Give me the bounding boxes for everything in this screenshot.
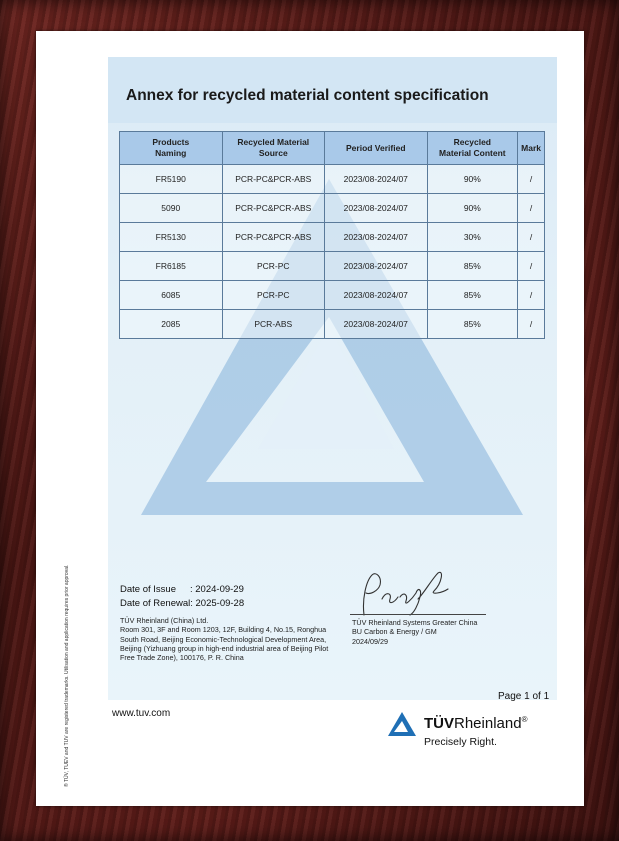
table-row [120,310,545,339]
cell-period: 2023/08-2024/07 [325,310,427,339]
cell-mark: / [518,223,545,252]
cell-period: 2023/08-2024/07 [325,281,427,310]
address-line: Room 301, 3F and Room 1203, 12F, Building 4, No.15, Ronghua [120,625,327,635]
header-material-source: Recycled Material Source [222,132,325,165]
renewal-date-line [120,597,244,611]
table-row [120,165,545,194]
page-title: Annex for recycled material content specification [126,87,489,104]
signer-line: BU Carbon & Energy / GM [352,627,437,637]
issue-date-label: Date of Issue [120,584,176,595]
cell-period: 2023/08-2024/07 [325,252,427,281]
recycled-content-table [119,131,545,339]
issue-dates [120,583,244,611]
header-period-verified: Period Verified [325,132,427,165]
address-line: Free Trade Zone), 100176, P. R. China [120,653,244,663]
cell-mark: / [518,310,545,339]
cell-product: FR5190 [120,165,223,194]
cell-period: 2023/08-2024/07 [325,194,427,223]
table-row [120,252,545,281]
signer-line: TÜV Rheinland Systems Greater China [352,618,478,627]
header-products-naming: Products Naming [120,132,223,165]
cell-mark: / [518,194,545,223]
signer-block [352,618,477,646]
certificate-paper [36,31,584,806]
cell-product: FR6185 [120,252,223,281]
address-line: TÜV Rheinland (China) Ltd. [120,616,209,625]
header-mark: Mark [518,132,545,165]
brand-name: TÜVRheinland® [424,715,528,732]
table-header-row [120,132,545,165]
table-row [120,281,545,310]
cell-content: 90% [427,165,518,194]
cell-content: 85% [427,281,518,310]
cell-content: 85% [427,310,518,339]
table-row [120,194,545,223]
brand-tagline: Precisely Right. [424,736,497,748]
cell-source: PCR-PC [222,252,325,281]
cell-product: 5090 [120,194,223,223]
cell-source: PCR-ABS [222,310,325,339]
issuer-address [120,616,360,662]
renewal-date-label: Date of Renewal: [120,598,193,609]
cell-content: 85% [427,252,518,281]
cell-period: 2023/08-2024/07 [325,223,427,252]
cell-mark: / [518,165,545,194]
cell-source: PCR-PC&PCR-ABS [222,194,325,223]
page-number: Page 1 of 1 [498,691,550,702]
legal-notice: ® TÜV, TUEV and TUV are registered trademarks. Utilisation and application requires prior approval. [64,564,70,787]
cell-period: 2023/08-2024/07 [325,165,427,194]
cell-product: 6085 [120,281,223,310]
cell-mark: / [518,281,545,310]
address-line: South Road, Beijing Economic-Technological Development Area, [120,634,327,644]
header-material-content: Recycled Material Content [427,132,518,165]
cell-source: PCR-PC [222,281,325,310]
cell-mark: / [518,252,545,281]
cell-source: PCR-PC&PCR-ABS [222,165,325,194]
cell-source: PCR-PC&PCR-ABS [222,223,325,252]
signature-icon [352,569,472,619]
table-row [120,223,545,252]
cell-content: 90% [427,194,518,223]
address-line: Beijing (Yizhuang group in high-end industrial area of Beijing Pilot [120,643,329,653]
tuv-triangle-logo-icon [387,711,417,737]
signature-line [350,614,486,615]
website-link[interactable]: www.tuv.com [112,708,171,719]
cell-content: 30% [427,223,518,252]
issue-date-value: : 2024-09-29 [190,584,244,595]
issue-date-line [120,583,244,597]
cell-product: 2085 [120,310,223,339]
signer-line: 2024/09/29 [352,636,388,646]
renewal-date-value: 2025-09-28 [195,598,245,609]
cell-product: FR5130 [120,223,223,252]
